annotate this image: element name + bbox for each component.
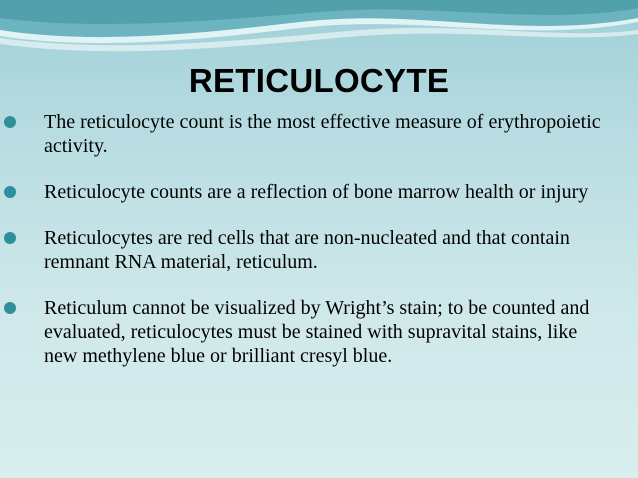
- decorative-wave: [0, 0, 638, 70]
- bullet-item: [2, 180, 612, 204]
- bullet-text: Reticulocyte counts are a reflection of bone marrow health or injury: [44, 181, 589, 203]
- bullet-text: The reticulocyte count is the most effective measure of erythropoietic activity.: [44, 111, 601, 157]
- bullet-list: [2, 110, 612, 390]
- bullet-icon: [4, 186, 16, 198]
- slide-title: RETICULOCYTE: [188, 62, 450, 99]
- bullet-text: Reticulum cannot be visualized by Wright’s stain; to be counted and evaluated, reticulocytes must be stained with supravital stains, like new methylene blue or brilliant cresyl blue.: [44, 297, 590, 367]
- bullet-item: [2, 226, 612, 274]
- bullet-icon: [4, 302, 16, 314]
- bullet-item: [2, 296, 612, 368]
- bullet-icon: [4, 116, 16, 128]
- bullet-item: [2, 110, 612, 158]
- bullet-text: Reticulocytes are red cells that are non-nucleated and that contain remnant RNA material, reticulum.: [44, 227, 570, 273]
- bullet-icon: [4, 232, 16, 244]
